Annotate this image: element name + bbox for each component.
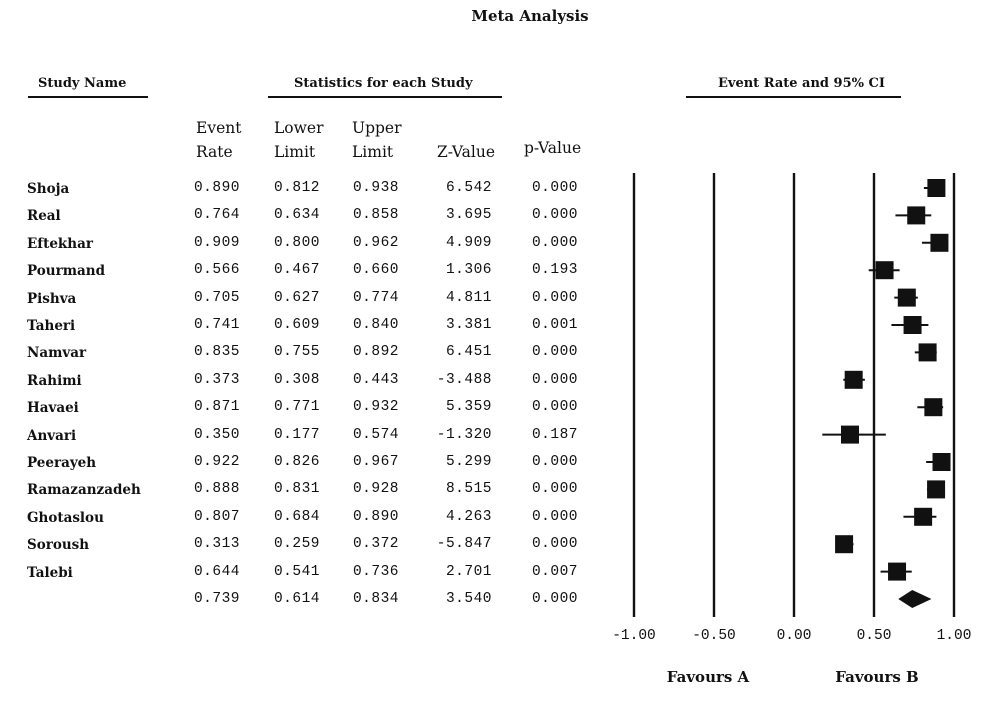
lower-limit-cell: 0.609 (273, 317, 320, 333)
study-name: Peerayeh (27, 455, 97, 471)
study-name: Soroush (27, 537, 90, 554)
study-name-header: Study Name (38, 76, 127, 91)
study-name: Namvar (27, 345, 87, 362)
upper-limit-cell: 0.834 (352, 591, 399, 607)
p-value-cell: 0.000 (531, 344, 578, 361)
lower-limit-column-header: Lower Limit (274, 119, 324, 161)
study-name: Rahimi (27, 372, 82, 389)
lower-limit-cell: 0.826 (273, 454, 320, 470)
x-tick-label: -0.50 (692, 628, 736, 644)
p-value-cell: 0.000 (531, 508, 578, 525)
event-rate-cell: 0.741 (193, 317, 240, 333)
lower-limit-cell: 0.771 (273, 399, 320, 416)
study-name: Pishva (27, 290, 77, 307)
p-value-cell: 0.000 (531, 180, 578, 196)
upper-limit-cell: 0.443 (352, 371, 399, 388)
upper-limit-cell: 0.938 (352, 180, 399, 196)
p-value-cell: 0.000 (531, 371, 578, 388)
lower-limit-cell: 0.541 (273, 563, 320, 580)
study-name: Pourmand (27, 263, 106, 280)
p-value-cell: 0.000 (531, 234, 578, 251)
point-estimate-square (835, 535, 853, 553)
lower-limit-cell: 0.684 (273, 508, 320, 525)
event-rate-cell: 0.764 (193, 207, 240, 224)
z-value-cell: 3.695 (445, 207, 492, 224)
study-name: Shoja (27, 181, 70, 197)
z-value-cell: -3.488 (436, 371, 492, 388)
upper-limit-cell: 0.890 (352, 508, 399, 525)
statistics-header: Statistics for each Study (294, 76, 473, 91)
z-value-cell: 2.701 (445, 563, 492, 580)
upper-limit-cell: 0.574 (352, 426, 399, 443)
plot-header: Event Rate and 95% CI (718, 76, 885, 91)
z-value-cell: 4.263 (445, 508, 492, 525)
z-value-cell: 4.909 (445, 234, 492, 251)
x-tick-label: 1.00 (936, 628, 972, 644)
upper-limit-cell: 0.928 (352, 481, 399, 498)
study-name: Eftekhar (27, 235, 93, 252)
z-value-cell: 6.451 (445, 344, 492, 361)
event-rate-cell: 0.373 (193, 371, 240, 388)
p-value-cell: 0.000 (531, 536, 578, 553)
x-tick-label: 0.50 (856, 628, 892, 644)
point-estimate-square (904, 316, 922, 334)
point-estimate-square (927, 480, 945, 498)
z-value-cell: 6.542 (445, 180, 492, 196)
upper-limit-cell: 0.736 (352, 563, 399, 580)
p-value-cell: 0.000 (531, 207, 578, 224)
event-rate-cell: 0.871 (193, 399, 240, 416)
z-value-cell: -1.320 (436, 426, 492, 443)
lower-limit-cell: 0.812 (273, 180, 320, 196)
upper-limit-cell: 0.892 (352, 344, 399, 361)
point-estimate-square (876, 261, 894, 279)
upper-limit-cell: 0.967 (352, 454, 399, 470)
study-name: Ramazanzadeh (27, 482, 141, 499)
point-estimate-square (841, 426, 859, 444)
upper-limit-cell: 0.774 (352, 289, 399, 306)
p-value-cell: 0.000 (531, 399, 578, 416)
study-name: Havaei (27, 400, 79, 417)
event-rate-cell: 0.313 (193, 536, 240, 553)
upper-limit-cell: 0.932 (352, 399, 399, 416)
lower-limit-cell: 0.467 (273, 262, 320, 279)
z-value-cell: 3.381 (445, 317, 492, 333)
point-estimate-square (898, 289, 916, 307)
x-tick-label: -1.00 (612, 628, 656, 644)
study-name: Talebi (27, 564, 73, 581)
summary-diamond (898, 590, 931, 608)
lower-limit-cell: 0.308 (273, 371, 320, 388)
favours-b-label: Favours B (835, 668, 919, 686)
z-value-cell: -5.847 (436, 536, 492, 553)
event-rate-cell: 0.705 (193, 289, 240, 306)
upper-limit-column-header: Upper Limit (352, 119, 402, 161)
point-estimate-square (924, 398, 942, 416)
study-name: Real (27, 208, 61, 225)
lower-limit-cell: 0.755 (273, 344, 320, 361)
point-estimate-square (933, 453, 951, 471)
z-value-cell: 5.359 (445, 399, 492, 416)
p-value-cell: 0.001 (531, 317, 578, 333)
point-estimate-square (888, 563, 906, 581)
p-value-cell: 0.000 (531, 289, 578, 306)
x-tick-label: 0.00 (776, 628, 812, 644)
p-value-cell: 0.187 (531, 426, 578, 443)
z-value-cell: 1.306 (445, 262, 492, 279)
event-rate-column-header: Event Rate (196, 119, 242, 161)
event-rate-cell: 0.888 (193, 481, 240, 498)
event-rate-cell: 0.922 (193, 454, 240, 470)
lower-limit-cell: 0.800 (273, 234, 320, 251)
lower-limit-cell: 0.627 (273, 289, 320, 306)
lower-limit-cell: 0.259 (273, 536, 320, 553)
point-estimate-square (914, 508, 932, 526)
p-value-cell: 0.000 (531, 454, 578, 470)
event-rate-cell: 0.566 (193, 262, 240, 279)
point-estimate-square (930, 234, 948, 252)
lower-limit-cell: 0.614 (273, 591, 320, 607)
upper-limit-cell: 0.372 (352, 536, 399, 553)
point-estimate-square (907, 206, 925, 224)
event-rate-cell: 0.807 (193, 508, 240, 525)
z-value-cell: 3.540 (445, 591, 492, 607)
study-name: Ghotaslou (27, 509, 104, 526)
lower-limit-cell: 0.634 (273, 207, 320, 224)
event-rate-cell: 0.644 (193, 563, 240, 580)
upper-limit-cell: 0.962 (352, 234, 399, 251)
point-estimate-square (927, 179, 945, 197)
point-estimate-square (845, 371, 863, 389)
upper-limit-cell: 0.858 (352, 207, 399, 224)
z-value-cell: 5.299 (445, 454, 492, 470)
p-value-column-header: p-Value (524, 139, 582, 157)
p-value-cell: 0.193 (531, 262, 578, 279)
upper-limit-cell: 0.840 (352, 317, 399, 333)
study-name: Taheri (27, 318, 76, 334)
event-rate-cell: 0.350 (193, 426, 240, 443)
chart-title: Meta Analysis (471, 7, 589, 25)
upper-limit-cell: 0.660 (352, 262, 399, 279)
event-rate-cell: 0.909 (193, 234, 240, 251)
p-value-cell: 0.000 (531, 591, 578, 607)
z-value-cell: 4.811 (445, 289, 492, 306)
point-estimate-square (919, 343, 937, 361)
z-value-column-header: Z-Value (437, 143, 496, 161)
p-value-cell: 0.007 (531, 563, 578, 580)
event-rate-cell: 0.835 (193, 344, 240, 361)
event-rate-cell: 0.890 (193, 180, 240, 196)
favours-a-label: Favours A (666, 668, 750, 686)
z-value-cell: 8.515 (445, 481, 492, 498)
event-rate-cell: 0.739 (193, 591, 240, 607)
lower-limit-cell: 0.177 (273, 426, 320, 443)
lower-limit-cell: 0.831 (273, 481, 320, 498)
p-value-cell: 0.000 (531, 481, 578, 498)
study-name: Anvari (27, 427, 77, 444)
